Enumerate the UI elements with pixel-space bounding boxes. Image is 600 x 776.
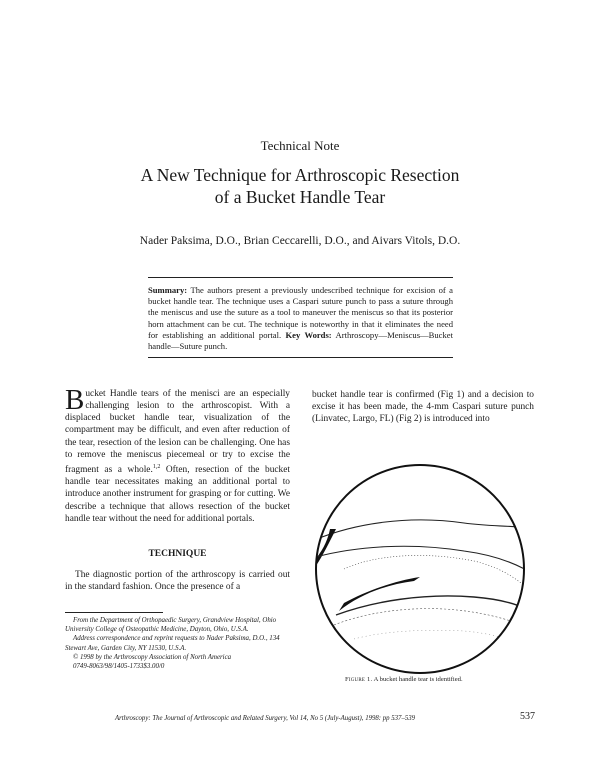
intro-text-continued: Often, resection of the bucket handle tear necessitates making an additional portal to introduce another instrument for grasping or for cutting. We describe a technique that allows resection of the bucket handle tear without the need for additional portals. (65, 465, 290, 524)
figure-caption-text: A bucket handle tear is identified. (373, 676, 463, 683)
keywords-label: Key Words: (285, 329, 332, 340)
intro-reference: 1,2 (152, 463, 161, 470)
title-line-2: of a Bucket Handle Tear (214, 187, 386, 207)
footnote-issn: 0749-8063/98/1405-1733$3.00/0 (73, 663, 165, 671)
journal-citation: Arthroscopy: The Journal of Arthroscopic and Related Surgery, Vol 14, No 5 (July-August), 1998: pp 537–539 (115, 715, 416, 722)
tear-fragment-edge (336, 596, 526, 615)
technique-paragraph: The diagnostic portion of the arthroscopy is carried out in the standard fashion. Once the presence of a (65, 570, 290, 593)
abstract-bottom-rule (148, 357, 453, 358)
abstract-top-rule (148, 277, 453, 278)
author-list: Nader Paksima, D.O., Brian Ceccarelli, D.O., and Aivars Vitols, D.O. (139, 235, 461, 247)
figure-label: Figure 1. (345, 676, 373, 683)
intro-text: ucket Handle tears of the menisci are an especially challenging lesion to the arthroscopist. With a displaced bucket handle tear, visualization of the compartment may be difficult, and even after reduction of the tear, resection of the lesion can be challenging. One has to remove the meniscus piecemeal or try to excise the fragment as a whole. (65, 389, 290, 476)
meniscus-shading (344, 555, 526, 587)
figure-1-arthroscopic-view (314, 463, 526, 675)
bucket-handle-tear (339, 577, 420, 611)
abstract-text: The authors present a previously undescribed technique for excision of a bucket handle tear. The technique uses a Caspari suture punch to pass a suture through the meniscus and use the suture as a tool to maneuver the meniscus so that its posterior horn attachment can be cut. The technique is noteworthy in that it eliminates the need for establishing an additional portal. (148, 285, 453, 340)
tibial-surface-stipple (354, 630, 526, 645)
drop-cap: B (65, 384, 85, 416)
article-title (100, 164, 500, 208)
title-line-1: A New Technique for Arthroscopic Resection (140, 165, 460, 185)
footnote-rule (65, 612, 163, 613)
keywords-text: Arthroscopy—Meniscus—Bucket handle—Suture punch. (148, 329, 453, 352)
technique-heading: TECHNIQUE (148, 549, 207, 559)
footnote-affiliation: From the Department of Orthopaedic Surgery, Grandview Hospital, Ohio University College of Osteopathic Medicine, Dayton, Ohio, U.S.A. (65, 617, 277, 634)
right-column-paragraph: bucket handle tear is confirmed (Fig 1) and a decision to excise it has been made, the 4-mm Caspari suture punch (Linvatec, Largo, FL) (Fig 2) is introduced into (312, 390, 534, 425)
tibial-shading (334, 609, 526, 627)
femoral-condyle-outline (314, 520, 526, 541)
section-label: Technical Note (260, 138, 340, 153)
footnote-correspondence: Address correspondence and reprint requests to Nader Paksima, D.O., 134 Stewart Ave, Garden City, NY 11530, U.S.A. (65, 635, 280, 652)
abstract (148, 285, 453, 352)
upper-field (314, 463, 526, 525)
intro-paragraph (65, 384, 290, 525)
abstract-label: Summary: (148, 285, 188, 295)
footnotes (65, 616, 290, 671)
figure-caption (345, 676, 535, 683)
footnote-copyright: © 1998 by the Arthroscopy Association of North America (73, 653, 232, 661)
page-number: 537 (520, 711, 535, 722)
